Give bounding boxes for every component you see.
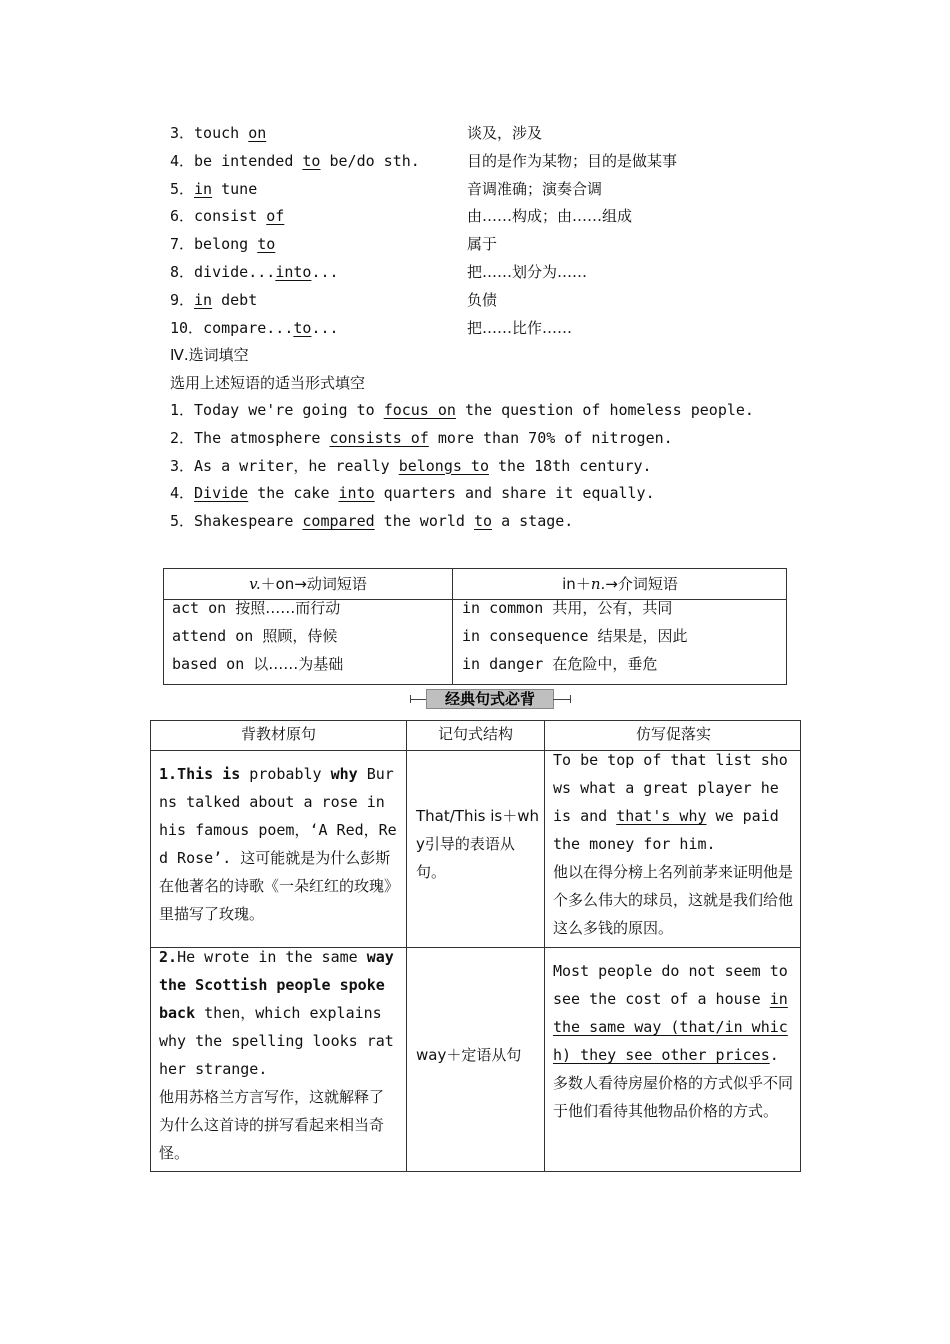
fill-answer: to [474, 512, 493, 531]
sentence-text: 2. [159, 948, 178, 966]
fill-text: 5．Shakespeare [170, 512, 303, 531]
phrase-en: in danger [462, 654, 553, 673]
translation-text: 多数人看待房屋价格的方式似乎不同于他们看待其他物品价格的方式。 [553, 1074, 794, 1120]
vocab-answer: to [257, 235, 276, 254]
vocab-number: 10． [170, 318, 204, 337]
row2-structure: way＋定语从句 [416, 1046, 522, 1064]
sentence-text: probably [240, 765, 331, 783]
fill-sentence [170, 428, 673, 448]
phrase-en: act on [172, 599, 236, 617]
vocab-meaning: 音调准确；演奏合调 [467, 179, 603, 198]
section-instruction: 选用上述短语的适当形式填空 [170, 374, 366, 392]
row2-original [159, 943, 397, 1167]
row1-original [159, 760, 397, 928]
vocab-text: belong [194, 235, 258, 254]
vocab-meaning: 把……比作…… [467, 318, 573, 337]
vocab-meaning: 属于 [467, 235, 498, 254]
phrase-cn: 照顾，侍候 [262, 626, 338, 645]
fill-sentence [170, 483, 655, 503]
vocab-answer: of [266, 207, 285, 226]
sentence-text: we paid the money for him. [553, 807, 779, 853]
phrase-table-left-header: v.＋on→动词短语 [249, 575, 367, 593]
vocab-meaning: 由……构成；由……组成 [467, 207, 633, 226]
vocab-meaning: 把……划分为…… [467, 263, 588, 281]
phrase-en: based on [172, 654, 254, 673]
section-title: Ⅳ.选词填空 [170, 346, 249, 364]
phrase-cn: 按照……而行动 [235, 599, 341, 617]
vocab-item [170, 262, 339, 282]
vocab-item [170, 318, 339, 338]
sentence-text: . [769, 1046, 779, 1064]
vocab-number: 9． [170, 290, 195, 309]
phrase-entry [172, 598, 340, 618]
sentence-text: 1. [159, 765, 178, 783]
vocab-answer: to [302, 151, 321, 170]
phrase-entry [462, 654, 657, 674]
vocab-text: ... [311, 318, 339, 337]
translation-text: 他用苏格兰方言写作，这就解释了为什么这首诗的拼写看起来相当奇怪。 [159, 1088, 385, 1162]
fill-text: the world [374, 512, 474, 531]
fill-text: more than 70% of nitrogen. [428, 428, 673, 447]
fill-answer: focus on [383, 401, 456, 419]
fill-text: the question of homeless people. [455, 401, 754, 419]
vocab-number: 7． [170, 235, 195, 254]
sentence-text: way the Scottish people spoke back [159, 948, 394, 1022]
phrase-entry [462, 626, 687, 646]
row1-structure: That/This is＋why引导的表语从句。 [416, 807, 539, 881]
phrase-table-right-header: in＋n.→介词短语 [562, 575, 678, 593]
vocab-meaning: 谈及，涉及 [467, 124, 543, 142]
fill-answer: consists of [329, 428, 429, 447]
header-practice: 仿写促落实 [635, 725, 711, 743]
fill-answer: Divide [194, 484, 249, 503]
vocab-text: ... [311, 263, 339, 281]
fill-text: the 18th century. [489, 456, 652, 475]
phrase-cn: 结果是，因此 [597, 626, 688, 645]
vocab-item [170, 179, 257, 199]
fill-answer: compared [302, 512, 375, 531]
phrase-en: attend on [172, 626, 263, 645]
answer-text: that's why [616, 807, 707, 825]
vocab-answer: to [293, 318, 312, 337]
header-original: 背教材原句 [240, 725, 316, 743]
vocab-text: compare... [203, 318, 294, 337]
phrase-entry [172, 654, 343, 674]
phrase-cn: 共用，公有，共同 [552, 599, 673, 617]
vocab-answer: in [194, 290, 213, 309]
sentence-text: then，which explains why the spelling looks rather strange. [159, 1004, 394, 1078]
section-banner [410, 687, 570, 711]
fill-text: the cake [248, 484, 339, 503]
vocab-number: 6． [170, 207, 195, 226]
header-structure: 记句式结构 [437, 725, 513, 743]
fill-text: 1．Today we're going to [170, 401, 384, 419]
vocab-meaning: 负债 [467, 290, 498, 309]
fill-text: 4． [170, 484, 195, 503]
banner-title: 经典句式必背 [426, 689, 554, 709]
answer-text: in the same way (that/in which) they see other prices [553, 990, 788, 1064]
fill-sentence [170, 511, 573, 531]
fill-text: 2．The atmosphere [170, 428, 330, 447]
sentence-text: Burns talked about a rose in his famous poem，‘A Red，Red Rose’. [159, 765, 397, 867]
fill-sentence [170, 456, 652, 476]
sentence-text: This is [177, 765, 241, 783]
vocab-number: 8． [170, 263, 195, 281]
phrase-cn: 在危险中，垂危 [552, 654, 658, 673]
row1-practice [553, 746, 795, 942]
sentence-text: He wrote in the same [177, 948, 367, 966]
vocab-answer: in [194, 179, 213, 198]
fill-text: quarters and share it equally. [374, 484, 655, 503]
vocab-item [170, 206, 284, 226]
vocab-item [170, 123, 266, 143]
vocab-text: divide... [194, 263, 276, 281]
vocab-text: tune [212, 179, 258, 198]
phrase-entry [172, 626, 337, 646]
phrase-en: in common [462, 599, 553, 617]
vocab-item [170, 290, 257, 310]
vocab-item [170, 234, 275, 254]
vocab-text: touch [194, 124, 249, 142]
vocab-number: 3． [170, 124, 195, 142]
translation-text: 这可能就是为什么彭斯在他著名的诗歌《一朵红红的玫瑰》里描写了玫瑰。 [159, 849, 392, 923]
vocab-answer: on [248, 124, 267, 142]
fill-sentence [170, 400, 754, 420]
fill-answer: into [338, 484, 375, 503]
fill-text: 3．As a writer，he really [170, 456, 399, 475]
vocab-text: consist [194, 207, 267, 226]
vocab-text: be intended [194, 151, 303, 170]
vocab-meaning: 目的是作为某物；目的是做某事 [467, 151, 678, 170]
phrase-cn: 以……为基础 [253, 654, 344, 673]
vocab-number: 4． [170, 151, 195, 170]
phrase-entry [462, 598, 672, 618]
sentence-text: Most people do not seem to see the cost of a house [553, 962, 788, 1008]
sentence-table [150, 720, 801, 1172]
phrase-table [163, 568, 787, 685]
vocab-item [170, 151, 420, 171]
fill-answer: belongs to [398, 456, 489, 475]
row2-practice [553, 957, 795, 1125]
fill-text: a stage. [492, 512, 574, 531]
vocab-text: be/do sth. [320, 151, 420, 170]
vocab-number: 5． [170, 179, 195, 198]
sentence-text: To be top of that list shows what a great player he is and [553, 751, 788, 825]
translation-text: 他以在得分榜上名列前茅来证明他是个多么伟大的球员，这就是我们给他这么多钱的原因。 [553, 863, 794, 937]
vocab-answer: into [275, 263, 312, 281]
phrase-en: in consequence [462, 626, 598, 645]
sentence-text: why [330, 765, 358, 783]
vocab-text: debt [212, 290, 258, 309]
